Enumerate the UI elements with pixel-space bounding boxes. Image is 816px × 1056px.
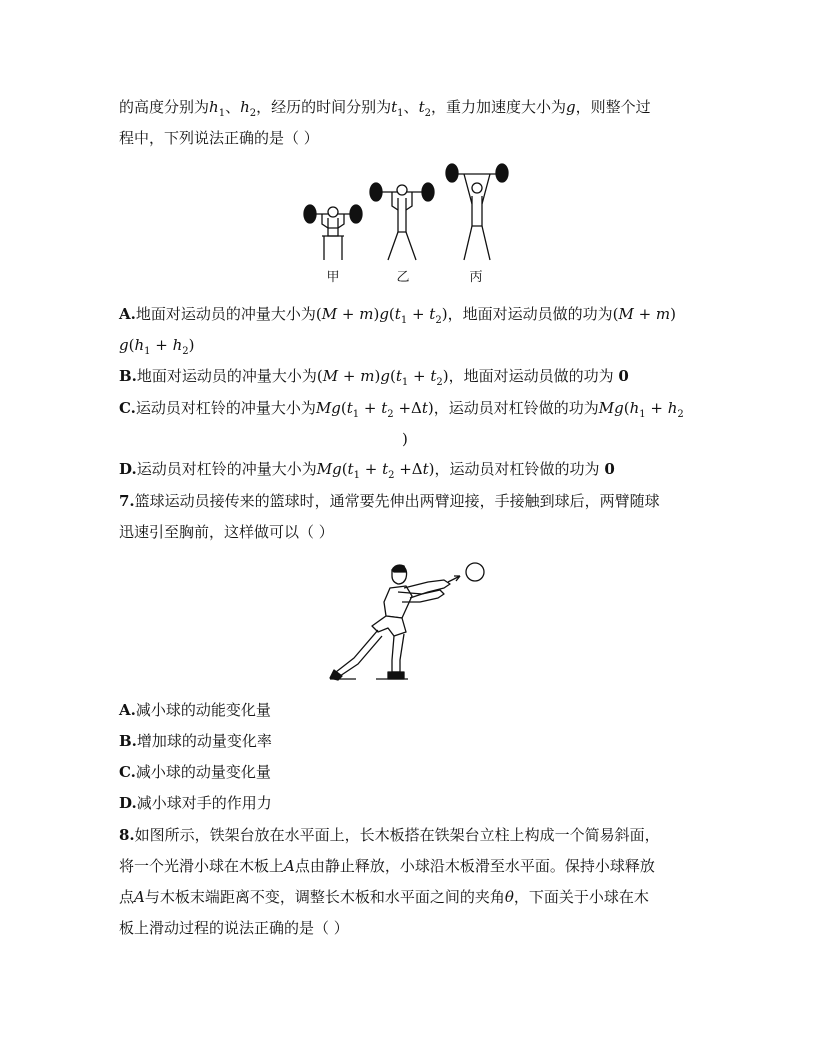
math-point-a: A [284, 857, 295, 875]
option-letter: D. [119, 460, 137, 478]
q6-option-a-line-2 [119, 335, 195, 362]
figure-label-jia: 甲 [326, 270, 340, 285]
figure-label-yi: 乙 [396, 270, 410, 285]
math-expr: (M + m) [612, 305, 676, 323]
math-expr: $Mg(t_1 + t_2 +\Delta t)$ [315, 399, 434, 420]
text: ，则整个过 [575, 98, 651, 116]
text: 增加球的动量变化率 [136, 732, 272, 750]
option-letter: C. [119, 763, 136, 781]
value-zero: 0 [618, 367, 629, 385]
q7-option-d [119, 793, 272, 813]
question-number: 8. [119, 826, 135, 844]
text: ，下面关于小球在木 [513, 888, 649, 906]
text: ，重力加速度大小为 [430, 98, 566, 116]
text: 地面对运动员的冲量大小为 [135, 305, 316, 323]
math-t1: $t_1$ [391, 98, 404, 119]
q7-stem-line-2: 迅速引至胸前，这样做可以（ ） [119, 523, 334, 541]
text: ，运动员对杠铃做的功为 [434, 460, 605, 478]
q6-stem-line-2: 程中，下列说法正确的是（ ） [119, 129, 319, 147]
text: 运动员对杠铃的冲量大小为 [135, 399, 316, 417]
q8-stem-line-1 [119, 825, 660, 845]
text: 篮球运动员接传来的篮球时，通常要先伸出两臂迎接，手接触到球后，两臂随球 [134, 492, 660, 510]
q6-stem-line-1: 的高度分别为$h_1$、$h_2$，经历的时间分别为$t_1$、$t_2$，重力加速度大小为g，则整个过 [119, 98, 651, 119]
q7-stem-line-1 [119, 491, 660, 511]
text: 如图所示，铁架台放在水平面上，长木板搭在铁架台立柱上构成一个简易斜面， [134, 826, 660, 844]
q6-option-b [119, 366, 629, 393]
option-letter: A. [119, 305, 136, 323]
option-letter: D. [119, 794, 137, 812]
text: 点 [119, 888, 135, 906]
math-h1: $h_1$ [209, 98, 226, 119]
math-expr: $Mg(t_1 + t_2 +\Delta t)$ [316, 460, 435, 481]
math-expr: $(M + m)g(t_1 + t_2)$ [316, 367, 449, 388]
basketball-player-figure [326, 558, 496, 683]
math-expr: $(M + m)g(t_1 + t_2)$ [315, 305, 448, 326]
option-letter: C. [119, 399, 136, 417]
math-point-a: A [134, 888, 145, 906]
q7-option-c [119, 762, 271, 782]
text: 地面对运动员的冲量大小为 [136, 367, 317, 385]
math-t2: $t_2$ [418, 98, 431, 119]
option-letter: B. [119, 367, 137, 385]
q6-option-a-line-1 [119, 304, 676, 331]
text: ，运动员对杠铃做的功为 [433, 399, 599, 417]
text: ，地面对运动员做的功为 [448, 367, 619, 385]
question-number: 7. [119, 492, 135, 510]
text: ，地面对运动员做的功为 [447, 305, 613, 323]
q7-option-b [119, 731, 272, 751]
text: 运动员对杠铃的冲量大小为 [136, 460, 317, 478]
math-g: g [565, 98, 576, 116]
text: 减小球的动量变化量 [135, 763, 271, 781]
text: 减小球对手的作用力 [136, 794, 272, 812]
text: ，经历的时间分别为 [256, 98, 392, 116]
q8-stem-line-4: 板上滑动过程的说法正确的是（ ） [119, 919, 349, 937]
text: 将一个光滑小球在木板上 [119, 857, 285, 875]
value-zero: 0 [604, 460, 615, 478]
text: 减小球的动能变化量 [135, 701, 271, 719]
text: 与木板末端距离不变，调整长木板和水平面之间的夹角 [144, 888, 505, 906]
math-theta: θ [504, 888, 514, 906]
weightlifter-figure [300, 160, 515, 270]
text: 点由静止释放，小球沿木板滑至水平面。保持小球释放 [294, 857, 655, 875]
q8-stem-line-3 [119, 887, 649, 907]
q8-stem-line-2 [119, 856, 655, 876]
math-expr: $g(h_1 + h_2)$ [119, 336, 195, 357]
math-expr: $Mg(h_1 + h_2$ [598, 399, 684, 420]
q6-option-d [119, 459, 615, 486]
option-letter: A. [119, 701, 136, 719]
q7-option-a [119, 700, 271, 720]
q6-option-c-line-1 [119, 398, 684, 425]
math-h2: $h_2$ [240, 98, 257, 119]
option-letter: B. [119, 732, 137, 750]
figure-label-bing: 丙 [469, 270, 483, 285]
text: 的高度分别为 [119, 98, 210, 116]
q6-option-c-line-2: ) [402, 430, 408, 448]
